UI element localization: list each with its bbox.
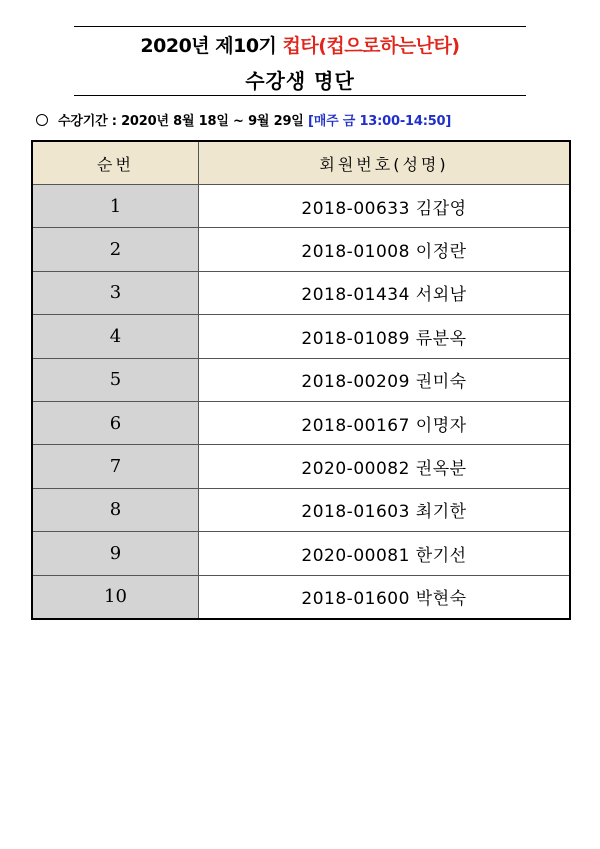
course-name: 컵타(컵으로하는난타) xyxy=(282,35,460,57)
row-member: 2018-00633 김갑영 xyxy=(199,185,571,228)
page-subtitle: 수강생 명단 xyxy=(245,69,355,93)
page-title xyxy=(74,31,526,58)
row-member: 2020-00082 권옥분 xyxy=(199,445,571,488)
table-row xyxy=(32,271,570,314)
row-member: 2018-01089 류분옥 xyxy=(199,315,571,358)
header-member: 회원번호(성명) xyxy=(199,141,571,185)
roster-table xyxy=(31,140,571,620)
row-number: 9 xyxy=(32,532,199,575)
table-row xyxy=(32,575,570,619)
header-number: 순번 xyxy=(32,141,199,185)
row-number: 10 xyxy=(32,575,199,619)
row-number: 6 xyxy=(32,401,199,444)
schedule-text: [매주 금 13:00-14:50] xyxy=(307,114,452,129)
table-header-row xyxy=(32,141,570,185)
course-period xyxy=(36,110,451,129)
row-member: 2018-01600 박현숙 xyxy=(199,575,571,619)
table-row xyxy=(32,532,570,575)
table-row xyxy=(32,488,570,531)
period-label: 수강기간 : 2020년 8월 18일 ~ 9월 29일 xyxy=(58,114,308,129)
title-prefix: 2020년 제10기 xyxy=(140,35,283,57)
row-member: 2018-01603 최기한 xyxy=(199,488,571,531)
table-row xyxy=(32,228,570,271)
row-member: 2020-00081 한기선 xyxy=(199,532,571,575)
row-number: 7 xyxy=(32,445,199,488)
row-number: 3 xyxy=(32,271,199,314)
table-row xyxy=(32,185,570,228)
row-member: 2018-01008 이정란 xyxy=(199,228,571,271)
row-member: 2018-00167 이명자 xyxy=(199,401,571,444)
title-block xyxy=(74,26,526,96)
row-member: 2018-01434 서외남 xyxy=(199,271,571,314)
table-row xyxy=(32,445,570,488)
row-number: 4 xyxy=(32,315,199,358)
row-member: 2018-00209 권미숙 xyxy=(199,358,571,401)
row-number: 2 xyxy=(32,228,199,271)
table-row xyxy=(32,358,570,401)
table-row xyxy=(32,401,570,444)
bullet-circle-icon xyxy=(36,114,48,126)
table-row xyxy=(32,315,570,358)
row-number: 8 xyxy=(32,488,199,531)
row-number: 1 xyxy=(32,185,199,228)
row-number: 5 xyxy=(32,358,199,401)
